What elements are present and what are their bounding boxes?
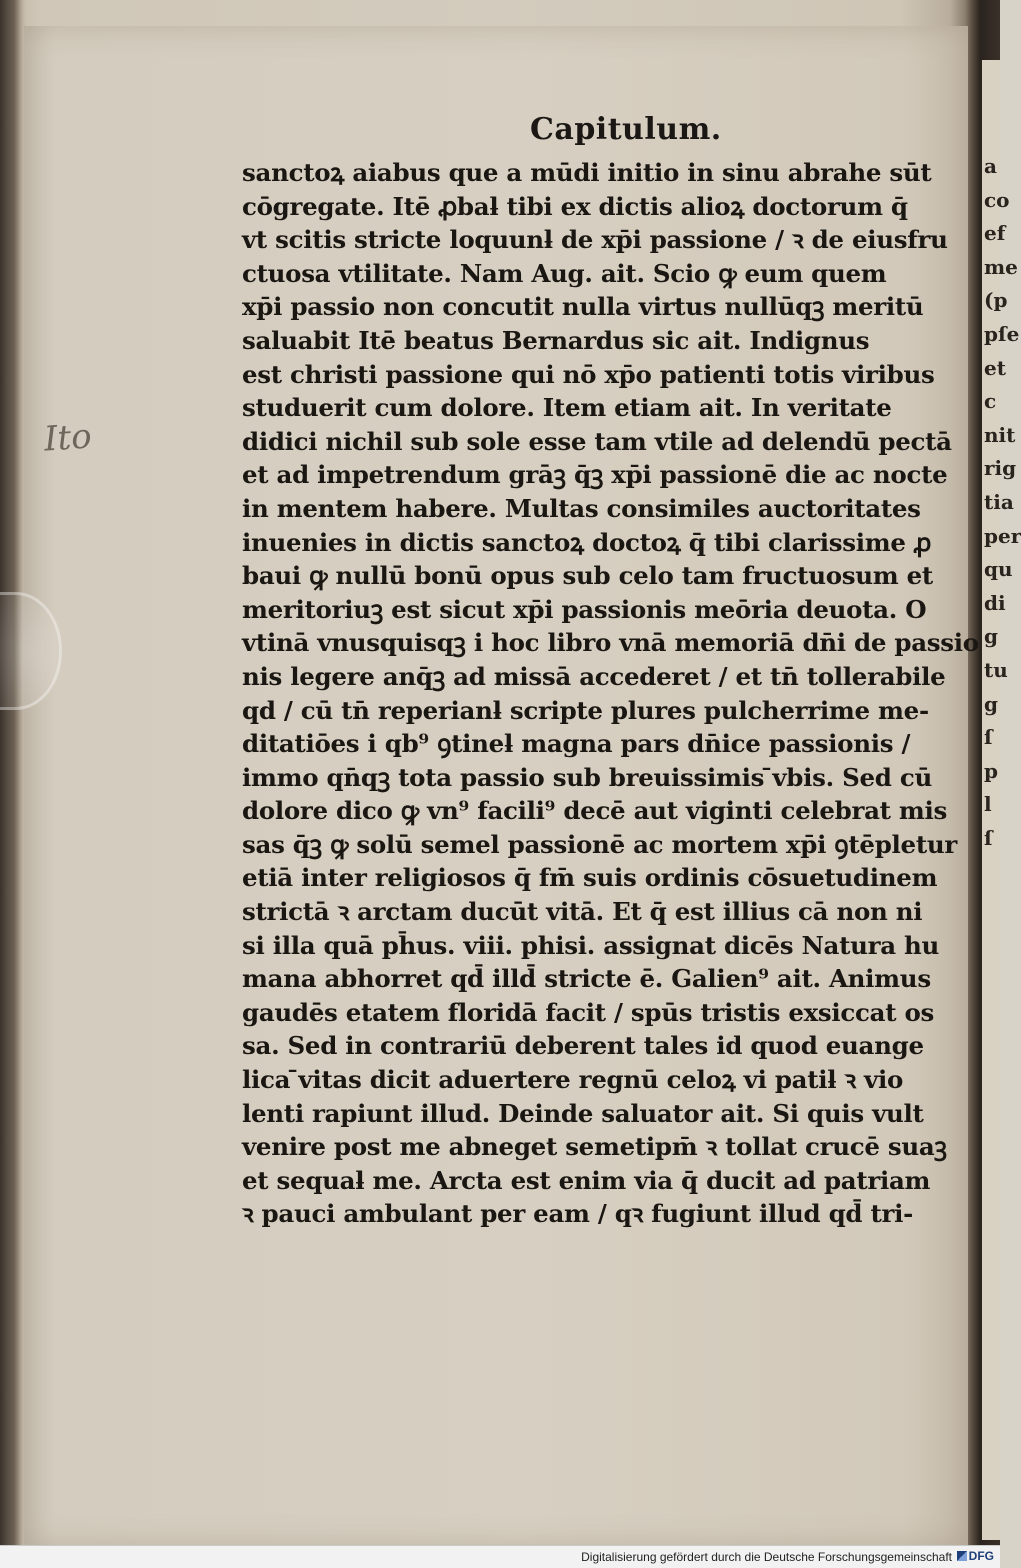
text-line: qd / cū tn̄ reperianƚ scripte plures pulcherrime me- [242,695,929,725]
text-line: sanctoꝝ aiabus que a mūdi initio in sinu abrahe sūt [242,158,932,187]
adjacent-fragment: me [984,254,1018,279]
adjacent-fragment: g [984,624,998,649]
text-line: si illa quā ph̄us. viii. phisi. assignat dicēs Natura hu [242,930,940,960]
adjacent-fragment: qu [984,557,1013,582]
footer-bar [0,1545,1000,1568]
adjacent-fragment: et c [984,355,1006,414]
adjacent-fragment: rig [984,456,1017,481]
body-text [242,156,979,1231]
text-line: etiā inter religiosos q̄ fm̄ suis ordinis cōsuetudinem [242,863,938,893]
adjacent-fragment: a [984,154,997,178]
handwritten-marginal-note: Ito [42,416,93,460]
adjacent-fragment: ef [984,221,1006,246]
text-line: vtinā vnusquisqꝫ i hoc libro vnā memoriā dn̄i de passio [242,628,979,658]
adjacent-fragment: co [984,187,1010,212]
text-line: cōgregate. Itē ꝓbaƚ tibi ex dictis alioꝝ doctorum q̄ [242,191,908,221]
text-line: sa. Sed in contrariū deberent tales id quod euange [242,1031,924,1061]
text-line: strictā ꝛ arctam ducūt vitā. Et q̄ est illius cā non ni [242,897,923,927]
text-line: venire post me abneget semetipm̄ ꝛ tollat crucē suaꝫ [242,1132,947,1162]
text-line: didici nichil sub sole esse tam vtile ad delendū pectā [242,426,952,456]
adjacent-fragment: di [984,590,1006,615]
text-line: inuenies in dictis sanctoꝝ doctoꝝ q̄ tibi clarissime ꝓ [242,527,932,557]
text-line: baui ꝙ nullū bonū opus sub celo tam fructuosum et [242,561,933,591]
text-line: ctuosa vtilitate. Nam Aug. ait. Scio ꝙ eum quem [242,258,887,288]
text-line: saluabit Itē beatus Bernardus sic ait. Indignus [242,325,870,355]
funding-credit: Digitalisierung gefördert durch die Deutsche Forschungsgemeinschaft [581,1550,952,1564]
adjacent-fragment: tia [984,489,1014,514]
dfg-logo-icon [957,1551,967,1561]
text-line: et sequaƚ me. Arcta est enim via q̄ ducit ad patriam [242,1165,931,1195]
text-line: et ad impetrendum grāꝫ q̄ꝫ xp̄i passionē die ac nocte [242,460,948,490]
text-line: lica ̄vitas dicit aduertere regnū celoꝝ vi patiƚ ꝛ vio [242,1065,904,1095]
text-line: studuerit cum dolore. Item etiam ait. In veritate [242,393,892,423]
text-line: est christi passione qui nō xp̄o patienti totis viribus [242,359,935,389]
page-heading: Capitulum. [530,112,722,147]
adjacent-fragment: (p [984,288,1008,313]
text-line: mana abhorret qd̄ illd̄ stricte ē. Galien⁹ ait. Animus [242,964,931,994]
text-line: immo qn̄qꝫ tota passio sub breuissimis ̄vbis. Sed cū [242,762,932,792]
text-line: meritoriuꝫ est sicut xp̄i passionis meōria deuota. O [242,594,927,624]
text-line: xp̄i passio non concutit nulla virtus nullūqꝫ meritū [242,292,924,322]
dfg-logo-label: DFG [968,1549,994,1563]
text-line: ditatiōes i qb⁹ ꝯtineƚ magna pars dn̄ice passionis / [242,729,911,759]
adjacent-fragment: pſe [984,321,1020,346]
dfg-logo [957,1549,994,1563]
text-line: in mentem habere. Multas consimiles auctoritates [242,493,921,523]
adjacent-page-fragments [984,150,1021,855]
adjacent-fragment: l [984,792,992,817]
text-line: vt scitis stricte loquunƚ de xp̄i passione / ꝛ de eiusfru [242,225,948,255]
text-line: gaudēs etatem floridā facit / spūs tristis exsiccat os [242,997,935,1027]
adjacent-fragment: nit [984,422,1016,447]
text-line: dolore dico ꝙ vn⁹ facili⁹ decē aut viginti celebrat mis [242,796,948,826]
text-line: ꝛ pauci ambulant per eam / qꝛ fugiunt illud qd̄ tri- [242,1199,913,1229]
adjacent-fragment: ſ [984,825,993,850]
text-line: sas q̄ꝫ ꝙ solū semel passionē ac mortem xp̄i ꝯtēpletur [242,829,957,859]
adjacent-fragment: g [984,691,998,716]
adjacent-fragment: per [984,523,1021,548]
text-line: lenti rapiunt illud. Deinde saluator ait. Si quis vult [242,1098,924,1128]
adjacent-fragment: tu [984,657,1008,682]
adjacent-fragment: ſ [984,725,993,750]
adjacent-fragment: p [984,758,998,783]
text-line: nis legere anq̄ꝫ ad missā accederet / et tn̄ tollerabile [242,661,946,691]
